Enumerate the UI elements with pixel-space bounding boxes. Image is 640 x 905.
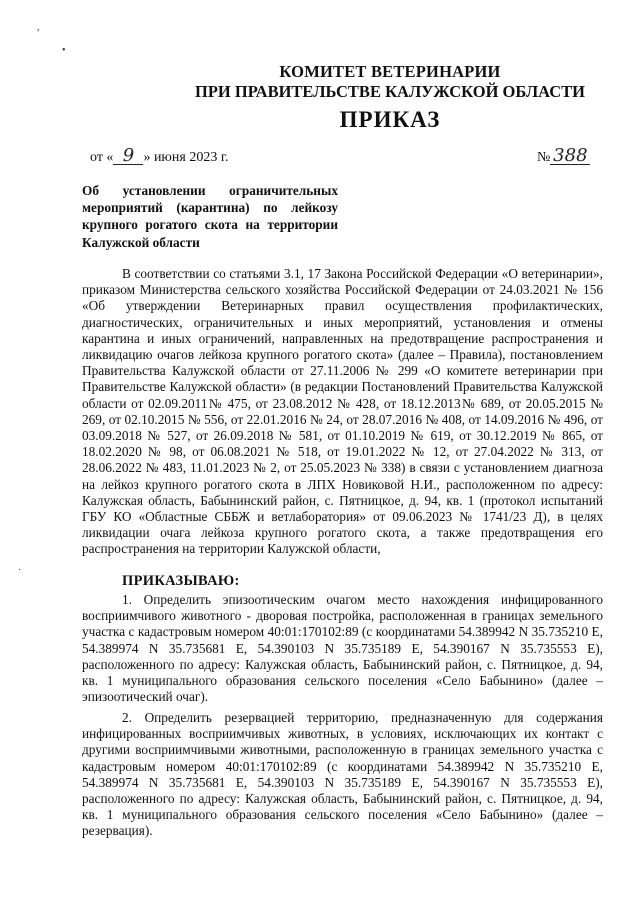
org-title-line1: КОМИТЕТ ВЕТЕРИНАРИИ [279,62,501,81]
preamble-paragraph: В соответствии со статьями 3.1, 17 Закона Российской Федерации «О ветеринарии», приказом Министерства сельского хозяйства Российской Федерации от 24.03.2021 № 156 «Об утверждении Ветеринарных правил осуществления профилактических, диагностических, ограничительных и иных мероприятий, установления и отмены карантина и иных ограничений, направленных на предотвращение распространения и ликвидацию очагов лейкоза крупного рогатого скота» (далее – Правила), постановлением Правительства Калужской области от 27.11.2006 № 299 «О комитете ветеринарии при Правительстве Калужской области» (в редакции Постановлений Правительства Калужской области от 02.09.2011№ 475, от 23.08.2012 № 428, от 18.12.2013№ 689, от 20.05.2015 № 269, от 02.10.2015 № 556, от 22.01.2016 № 24, от 28.07.2016 № 408, от 14.09.2016 № 496, от 03.09.2018 № 527, от 26.09.2018 № 581, от 01.10.2019 № 619, от 30.12.2019 № 865, от 18.02.2020 № 98, от 06.08.2021 № 518, от 19.01.2022 № 12, от 27.04.2022 № 313, от 28.06.2022 № 483, 11.01.2023 № 2, от 25.05.2023 № 338) в связи с установлением диагноза на лейкоз крупного рогатого скота в ЛПХ Новиковой Н.И., расположенном по адресу: Калужская область, Бабынинский район, с. Пятницкое, д. 94, кв. 1 (протокол испытаний ГБУ КО «Областные СББЖ и ветлаборатория» от 09.06.2023 № 1741/23 Д), в целях ликвидации очага лейкоза крупного рогатого скота, а также предотвращения его распространения на территории Калужской области, [82,266,603,557]
scan-speck: • [62,45,66,56]
order-number [537,145,590,166]
scan-speck: , [37,22,40,33]
date-suffix: » июня 2023 г. [143,150,229,165]
order-date [90,145,229,166]
order-keyword: ПРИКАЗЫВАЮ: [122,573,240,589]
document-type-title: ПРИКАЗ [339,107,441,132]
order-item-1: 1. Определить эпизоотическим очагом место нахождения инфицированного восприимчивого животного - дворовая постройка, расположенная в границах земельного участка с кадастровым номером 40:01:170102:89 (с координатами 54.389942 N 35.735210 E, 54.389974 N 35.735681 E, 54.390103 N 35.735189 E, 54.390167 N 35.735553 E), расположенного по адресу: Калужская область, Бабынинский район, с. Пятницкое, д. 94, кв. 1 муниципального образования сельского поселения «Село Бабынино» (далее – эпизоотический очаг). [82,592,603,705]
date-prefix: от « [90,150,114,165]
date-day-handwritten: 9 [113,148,143,165]
order-subject: Об установлении ограничительных мероприятий (карантина) по лейкозу крупного рогатого скота на территории Калужской области [82,183,338,250]
org-title-line2: ПРИ ПРАВИТЕЛЬСТВЕ КАЛУЖСКОЙ ОБЛАСТИ [195,82,585,101]
order-item-2: 2. Определить резервацией территорию, предназначенную для содержания инфицированных восприимчивых животных, в условиях, исключающих их контакт с другими восприимчивыми животными, расположенную в границах земельного участка с кадастровым номером 40:01:170102:89 (с координатами 54.389942 N 35.735210 E, 54.389974 N 35.735681 E, 54.390103 N 35.735189 E, 54.390167 N 35.735553 E), расположенного по адресу: Калужская область, Бабынинский район, с. Пятницкое, д. 94, кв. 1 муниципального образования сельского поселения «Село Бабынино» (далее – резервация). [82,710,603,839]
scan-speck: · [18,565,22,576]
number-handwritten: 388 [550,148,590,165]
number-prefix: № [537,150,551,165]
